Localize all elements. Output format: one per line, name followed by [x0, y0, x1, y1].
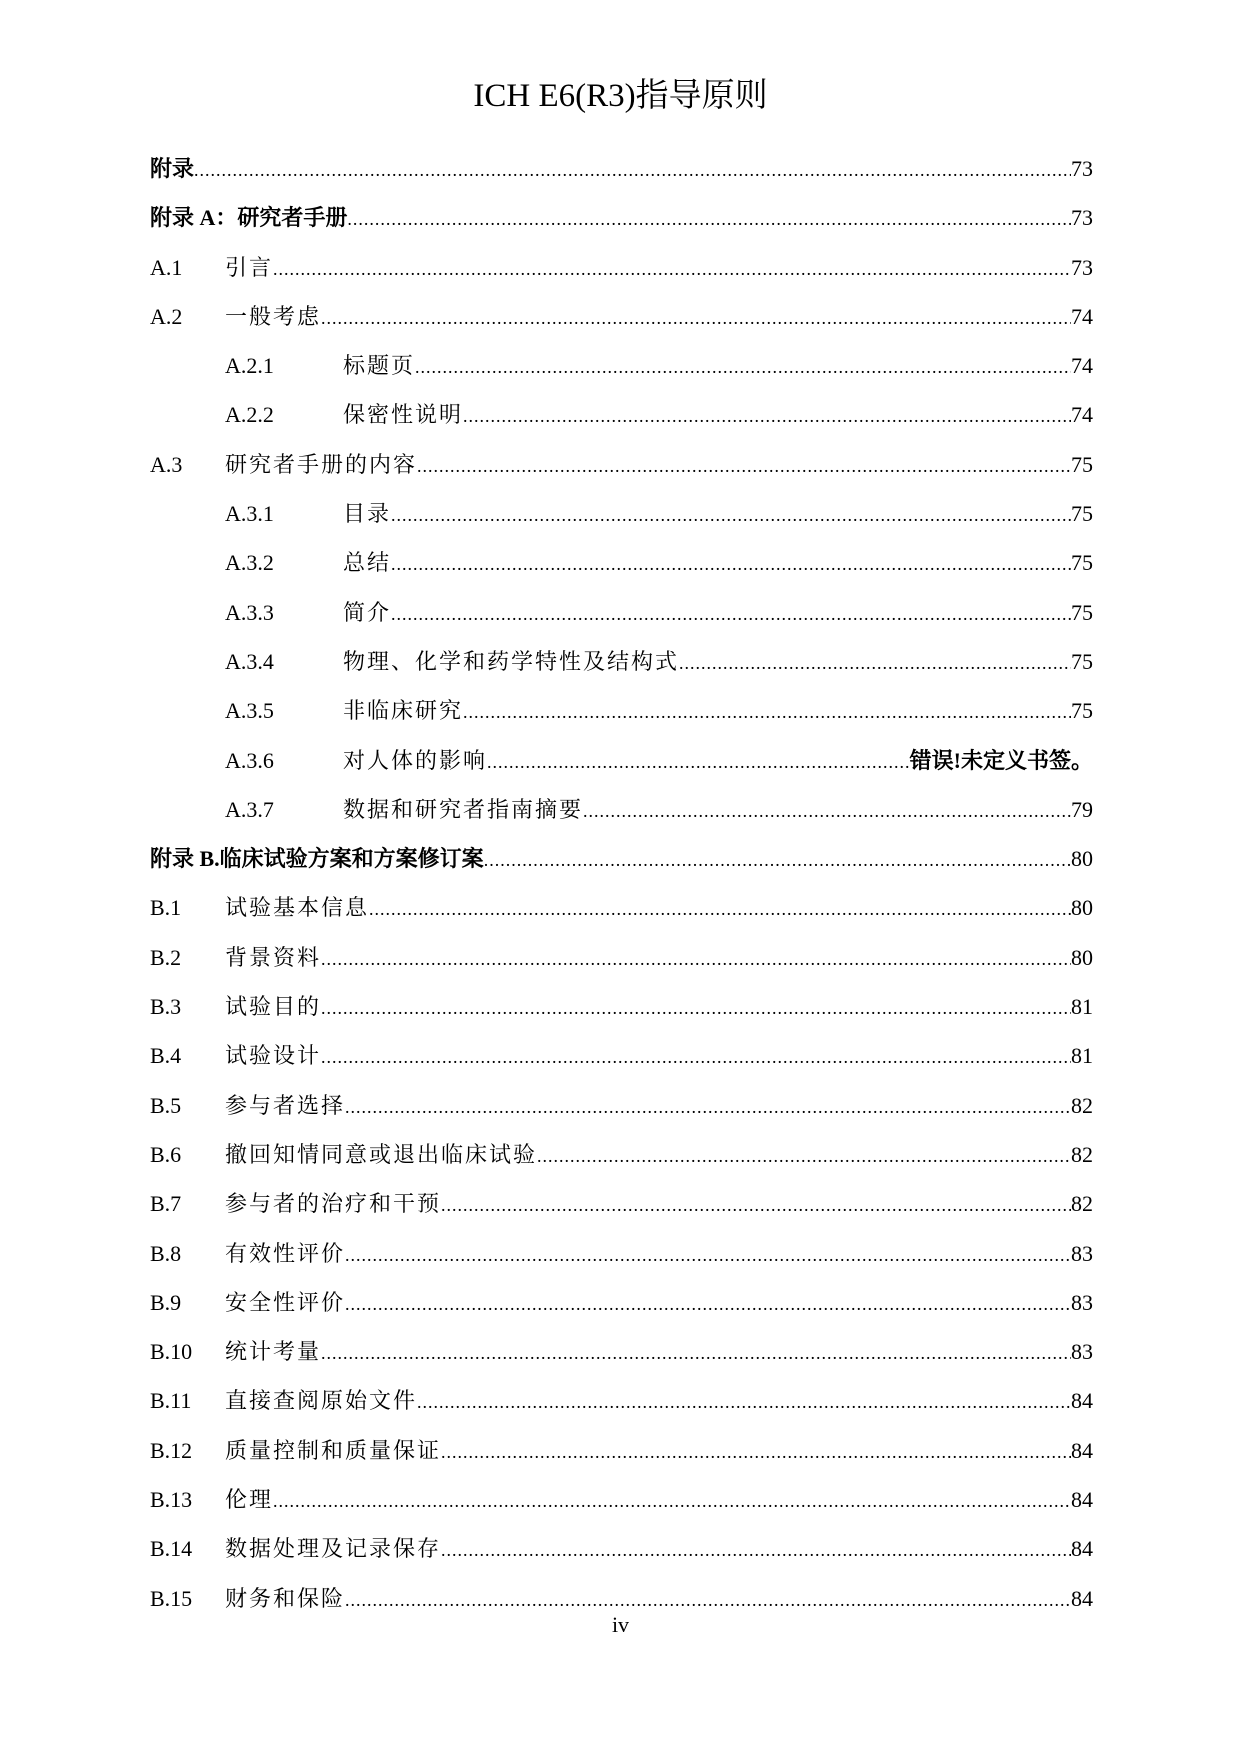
toc-entry-number: A.3.1 [225, 501, 274, 527]
toc-entry[interactable] [150, 785, 1093, 834]
toc-entry-page: 80 [1071, 944, 1093, 970]
toc-entry[interactable] [150, 292, 1093, 341]
toc-leader [391, 590, 1071, 639]
toc-leader [321, 1033, 1071, 1082]
toc-entry[interactable] [150, 982, 1093, 1031]
toc-entry[interactable] [150, 1031, 1093, 1080]
toc-leader [321, 294, 1071, 343]
toc-entry-text: 试验目的 [225, 994, 322, 1020]
toc-entry-text: 研究者手册的内容 [225, 451, 418, 477]
toc-entry-number: B.5 [150, 1092, 182, 1118]
toc-entry-text: 安全性评价 [225, 1289, 346, 1315]
toc-entry-text: 总结 [343, 550, 392, 576]
toc-entry-page: 75 [1071, 648, 1093, 674]
toc-entry[interactable] [150, 637, 1093, 686]
toc-entry-page: 79 [1071, 796, 1093, 822]
toc-entry[interactable] [150, 1376, 1093, 1425]
toc-entry[interactable] [150, 1426, 1093, 1475]
toc-entry-text: 质量控制和质量保证 [225, 1437, 442, 1463]
toc-entry-number: B.4 [150, 1043, 182, 1069]
toc-entry-number: B.2 [150, 944, 182, 970]
toc-entry-number: A.1 [150, 254, 183, 280]
toc-entry[interactable] [150, 1524, 1093, 1573]
toc-entry-page: 73 [1071, 254, 1093, 280]
toc-entry[interactable] [150, 489, 1093, 538]
toc-leader [537, 1132, 1071, 1181]
toc-entry[interactable] [150, 1278, 1093, 1327]
toc-entry-text: 统计考量 [225, 1339, 322, 1365]
toc-leader [391, 491, 1071, 540]
toc-entry-page: 74 [1071, 303, 1093, 329]
toc-entry[interactable] [150, 1327, 1093, 1376]
toc-entry-text: 引言 [225, 254, 274, 280]
toc-entry[interactable] [150, 538, 1093, 587]
toc-entry-number: A.3.2 [225, 550, 274, 576]
toc-entry-page: 74 [1071, 402, 1093, 428]
toc-entry-text: 数据和研究者指南摘要 [343, 796, 584, 822]
toc-entry-page: 73 [1071, 205, 1093, 231]
toc-leader [391, 540, 1071, 589]
toc-entry-text: 标题页 [343, 353, 416, 379]
toc-entry-page: 84 [1071, 1585, 1093, 1611]
toc-leader [679, 639, 1071, 688]
toc-entry-page: 82 [1071, 1191, 1093, 1217]
toc-leader [417, 442, 1071, 491]
page-number: iv [611, 1612, 630, 1637]
toc-entry-page: 75 [1071, 599, 1093, 625]
toc-leader [347, 195, 1071, 244]
toc-entry-number: B.11 [150, 1388, 192, 1414]
toc-entry-text: 有效性评价 [225, 1240, 346, 1266]
toc-leader [321, 1329, 1071, 1378]
toc-entry[interactable] [150, 933, 1093, 982]
toc-entry-number: A.2.2 [225, 402, 274, 428]
toc-entry-page: 82 [1071, 1141, 1093, 1167]
toc-entry-number: A.2 [150, 303, 183, 329]
toc-entry-text: 附录 B.临床试验方案和方案修订案 [150, 846, 484, 872]
toc-leader [441, 1526, 1071, 1575]
toc-leader [273, 1477, 1071, 1526]
toc-entry-page: 84 [1071, 1437, 1093, 1463]
toc-entry-number: A.3.6 [225, 747, 274, 773]
toc-bookmark-error: 错误!未定义书签。 [909, 747, 1093, 773]
toc-entry[interactable] [150, 1130, 1093, 1179]
toc-leader [484, 836, 1071, 885]
toc-entry-number: B.7 [150, 1191, 182, 1217]
toc-entry-page: 75 [1071, 550, 1093, 576]
toc-leader [345, 1083, 1071, 1132]
toc-entry-text: 参与者选择 [225, 1092, 346, 1118]
toc-entry-number: A.3.3 [225, 599, 274, 625]
toc-entry-number: B.15 [150, 1585, 193, 1611]
toc-leader [417, 1378, 1071, 1427]
toc-entry-number: B.10 [150, 1339, 193, 1365]
toc-leader [583, 787, 1071, 836]
toc-leader [487, 738, 910, 787]
toc-leader [194, 146, 1071, 195]
toc-entry-number: B.1 [150, 895, 182, 921]
table-of-contents [150, 144, 1093, 1623]
toc-entry[interactable] [150, 144, 1093, 193]
toc-entry[interactable] [150, 243, 1093, 292]
toc-entry-number: B.13 [150, 1487, 193, 1513]
toc-entry[interactable] [150, 686, 1093, 735]
toc-entry-number: A.2.1 [225, 353, 274, 379]
toc-entry-number: B.8 [150, 1240, 182, 1266]
toc-entry[interactable] [150, 440, 1093, 489]
toc-leader [441, 1181, 1071, 1230]
toc-entry-text: 对人体的影响 [343, 747, 488, 773]
toc-entry-text: 物理、化学和药学特性及结构式 [343, 648, 680, 674]
toc-entry-text: 撤回知情同意或退出临床试验 [225, 1141, 538, 1167]
toc-entry[interactable] [150, 834, 1093, 883]
toc-entry-text: 数据处理及记录保存 [225, 1536, 442, 1562]
toc-entry-number: B.3 [150, 994, 182, 1020]
toc-entry[interactable] [150, 883, 1093, 932]
toc-entry-page: 75 [1071, 501, 1093, 527]
toc-entry[interactable] [150, 1229, 1093, 1278]
toc-entry-page: 74 [1071, 353, 1093, 379]
toc-entry-number: A.3.5 [225, 698, 274, 724]
toc-entry-page: 82 [1071, 1092, 1093, 1118]
toc-leader [463, 688, 1071, 737]
toc-leader [321, 984, 1071, 1033]
toc-entry-number: B.12 [150, 1437, 193, 1463]
toc-entry[interactable] [150, 193, 1093, 242]
toc-entry-text: 保密性说明 [343, 402, 464, 428]
toc-entry[interactable] [150, 341, 1093, 390]
toc-entry-text: 背景资料 [225, 944, 322, 970]
page-title: ICH E6(R3)指导原则 [473, 78, 768, 114]
toc-entry[interactable] [150, 1475, 1093, 1524]
toc-entry-text: 目录 [343, 501, 392, 527]
toc-entry-text: 试验设计 [225, 1043, 322, 1069]
toc-entry-page: 81 [1071, 1043, 1093, 1069]
toc-entry[interactable] [150, 390, 1093, 439]
toc-entry-page: 73 [1071, 156, 1093, 181]
toc-entry-number: B.14 [150, 1536, 193, 1562]
toc-entry-page: 83 [1071, 1240, 1093, 1266]
toc-entry-text: 财务和保险 [225, 1585, 346, 1611]
toc-entry-text: 一般考虑 [225, 303, 322, 329]
toc-entry-page: 80 [1071, 895, 1093, 921]
toc-entry-text: 参与者的治疗和干预 [225, 1191, 442, 1217]
toc-leader [441, 1428, 1071, 1477]
toc-entry-text: 试验基本信息 [225, 895, 370, 921]
toc-entry-number: A.3 [150, 451, 183, 477]
toc-entry-text: 非临床研究 [343, 698, 464, 724]
toc-entry-text: 伦理 [225, 1487, 274, 1513]
toc-entry-page: 75 [1071, 698, 1093, 724]
toc-entry-page: 83 [1071, 1289, 1093, 1315]
toc-entry-number: B.9 [150, 1289, 182, 1315]
toc-leader [345, 1280, 1071, 1329]
toc-entry-text: 附录 A：研究者手册 [150, 205, 348, 231]
toc-entry[interactable] [150, 1081, 1093, 1130]
toc-entry-page: 80 [1071, 846, 1093, 872]
toc-leader [345, 1231, 1071, 1280]
toc-entry-text: 简介 [343, 599, 392, 625]
toc-leader [415, 343, 1071, 392]
toc-entry-text: 附录 [150, 156, 195, 181]
toc-entry[interactable] [150, 588, 1093, 637]
toc-entry-page: 84 [1071, 1536, 1093, 1562]
toc-entry-page: 75 [1071, 451, 1093, 477]
toc-entry-number: B.6 [150, 1141, 182, 1167]
toc-entry-page: 84 [1071, 1388, 1093, 1414]
toc-entry-page: 83 [1071, 1339, 1093, 1365]
toc-entry[interactable] [150, 736, 1093, 785]
toc-entry-number: A.3.4 [225, 648, 274, 674]
toc-entry-text: 直接查阅原始文件 [225, 1388, 418, 1414]
toc-leader [321, 935, 1071, 984]
toc-leader [273, 245, 1071, 294]
toc-entry[interactable] [150, 1179, 1093, 1228]
toc-entry-number: A.3.7 [225, 796, 274, 822]
toc-entry-page: 84 [1071, 1487, 1093, 1513]
toc-entry-page: 81 [1071, 994, 1093, 1020]
toc-leader [369, 885, 1071, 934]
toc-leader [463, 392, 1071, 441]
